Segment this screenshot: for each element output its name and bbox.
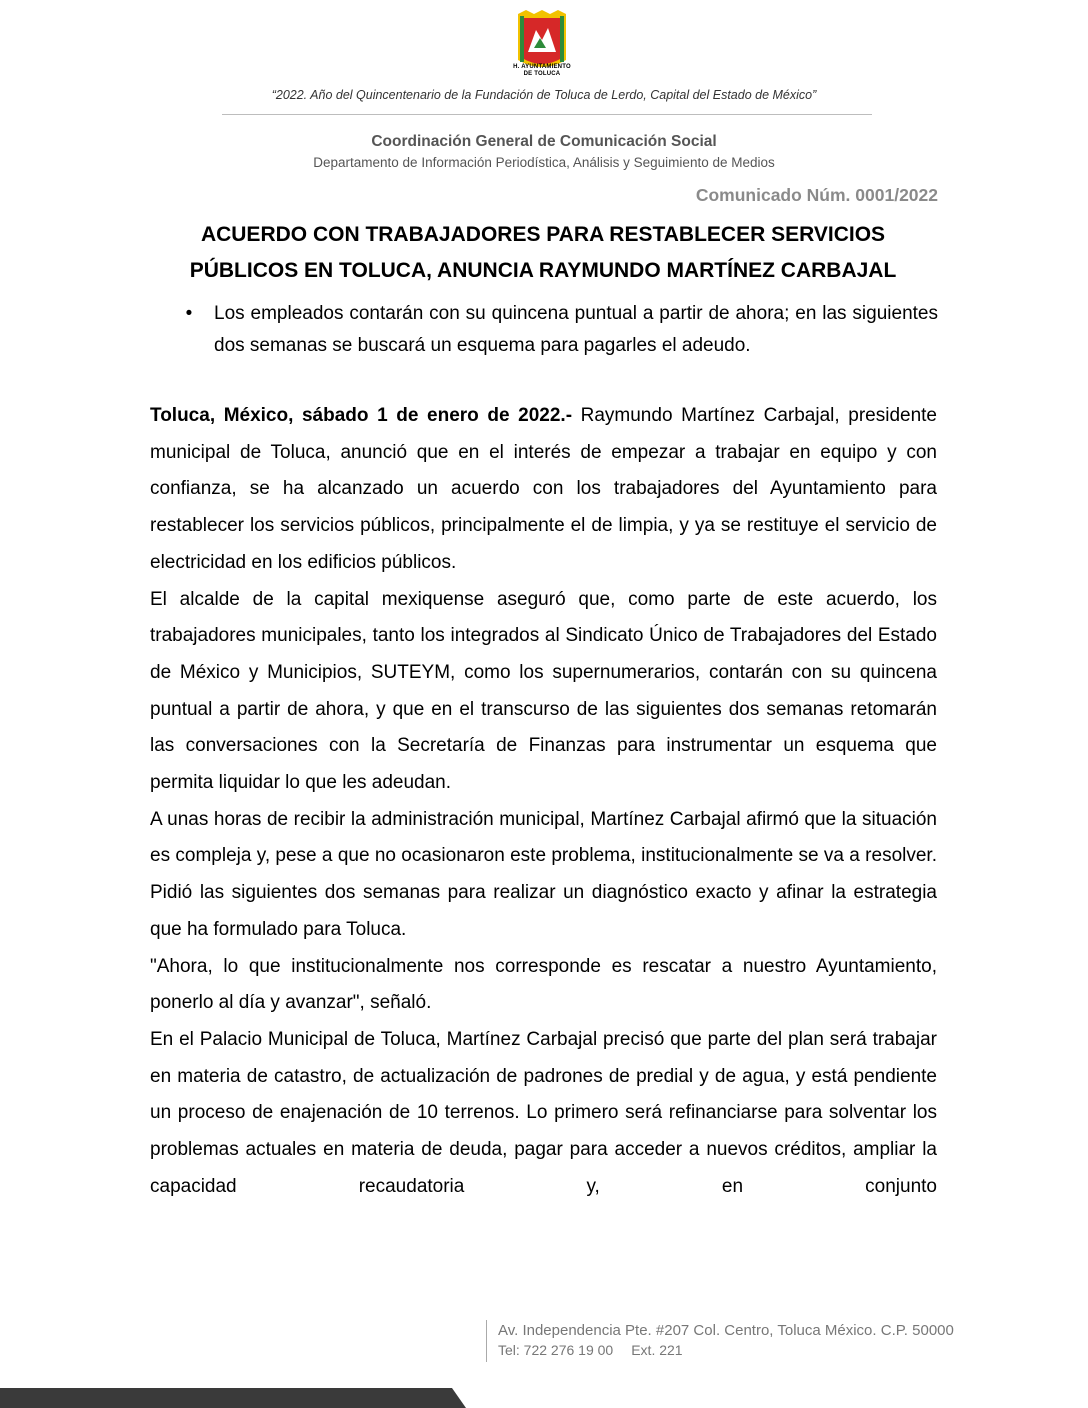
coordination-title: Coordinación General de Comunicación Social [371, 133, 717, 150]
footer-phone-line [498, 1342, 683, 1358]
header-divider [222, 114, 872, 115]
paragraph-3: A unas horas de recibir la administración municipal, Martínez Carbajal afirmó que la situación es compleja y, pese a que no ocasionaron este problema, institucionalmente se va a resolver. Pidió las siguientes dos semanas para realizar un diagnóstico exacto y afinar la estrategia que ha formulado para Toluca. [150, 808, 937, 940]
communique-number: Comunicado Núm. 0001/2022 [695, 185, 938, 205]
paragraph-5: En el Palacio Municipal de Toluca, Martínez Carbajal precisó que parte del plan será trabajar en materia de catastro, de actualización de padrones de predial y de agua, y está pendiente un proceso de enajenación de 10 terrenos. Lo primero será refinanciarse para solventar los problemas actuales en materia de deuda, pagar para acceder a nuevos créditos, ampliar la capacidad recaudatoria y, en conjunto [150, 1028, 937, 1197]
dateline: Toluca, México, sábado 1 de enero de 2022.- [150, 405, 573, 426]
bullet-icon: • [185, 303, 193, 324]
article-body [150, 398, 937, 1205]
footer-extension: Ext. 221 [631, 1342, 683, 1358]
summary-bullet [182, 298, 938, 362]
logo-caption-line2: DE TOLUCA [523, 71, 561, 77]
year-motto: “2022. Año del Quincentenario de la Fundación de Toluca de Lerdo, Capital del Estado de México” [271, 88, 817, 102]
headline-line-1: ACUERDO CON TRABAJADORES PARA RESTABLECER SERVICIOS [200, 223, 886, 246]
department-subtitle: Departamento de Información Periodística, Análisis y Seguimiento de Medios [313, 155, 775, 170]
footer-phone: Tel: 722 276 19 00 [498, 1342, 614, 1358]
logo-caption-line1: H. AYUNTAMIENTO [513, 64, 571, 70]
footer-divider [486, 1320, 487, 1362]
headline-line-2: PÚBLICOS EN TOLUCA, ANUNCIA RAYMUNDO MARTÍNEZ CARBAJAL [189, 259, 897, 282]
press-release-headline [150, 217, 936, 289]
logo-caption [494, 64, 590, 78]
paragraph-2: El alcalde de la capital mexiquense aseguró que, como parte de este acuerdo, los trabajadores municipales, tanto los integrados al Sindicato Único de Trabajadores del Estado de México y Municipios, SUTEYM, como los supernumerarios, contarán con su quincena puntual a partir de ahora, y que en el transcurso de las siguientes dos semanas retomarán las conversaciones con la Secretaría de Finanzas para instrumentar un esquema que permita liquidar lo que les adeudan. [150, 588, 937, 794]
footer-bar [0, 1388, 1088, 1408]
paragraph-4: "Ahora, lo que institucionalmente nos corresponde es rescatar a nuestro Ayuntamiento, ponerlo al día y avanzar", señaló. [150, 955, 937, 1014]
paragraph-1 [150, 398, 937, 582]
summary-bullet-text: Los empleados contarán con su quincena puntual a partir de ahora; en las siguientes dos semanas se buscará un esquema para pagarles el adeudo. [214, 303, 938, 356]
footer-address: Av. Independencia Pte. #207 Col. Centro, Toluca México. C.P. 50000 [498, 1322, 954, 1339]
paragraph-1-text: Raymundo Martínez Carbajal, presidente municipal de Toluca, anunció que en el interés de empezar a trabajar en equipo y con confianza, se ha alcanzado un acuerdo con los trabajadores del Ayuntamiento para restablecer los servicios públicos, principalmente el de limpia, y ya se restituye el servicio de electricidad en los edificios públicos. [150, 405, 937, 573]
